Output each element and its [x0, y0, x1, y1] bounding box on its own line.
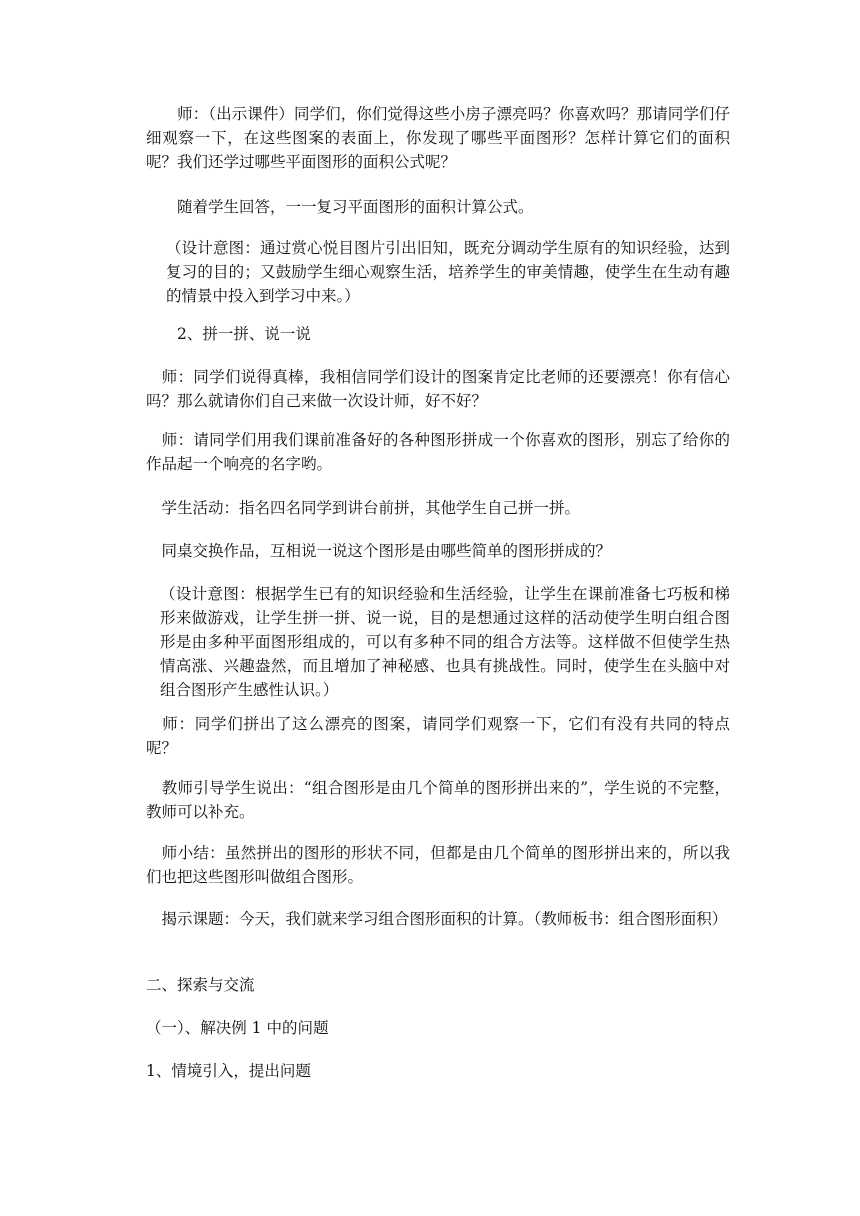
paragraph-teacher-observe: 师：同学们拼出了这么漂亮的图案，请同学们观察一下，它们有没有共同的特点呢？ — [146, 715, 730, 757]
section-heading-explore: 二、探索与交流 — [146, 976, 255, 994]
paragraph-exchange-works: 同桌交换作品，互相说一说这个图形是由哪些简单的图形拼成的？ — [146, 542, 612, 560]
paragraph-section-2-heading: 2、拼一拼、说一说 — [146, 325, 311, 343]
paragraph-teacher-instruction: 师：请同学们用我们课前准备好的各种图形拼成一个你喜欢的图形，别忘了给你的作品起一个响亮的名字哟。 — [146, 431, 730, 473]
paragraph-design-intent-1: （设计意图：通过赏心悦目图片引出旧知，既充分调动学生原有的知识经验，达到复习的目的；又鼓励学生细心观察生活，培养学生的审美情趣，使学生在生动有趣的情景中投入到学习中来。） — [166, 239, 730, 305]
paragraph-guide-students: 教师引导学生说出：“组合图形是由几个简单的图形拼出来的”，学生说的不完整，教师可以补充。 — [146, 779, 730, 821]
paragraph-teacher-summary: 师小结：虽然拼出的图形的形状不同，但都是由几个简单的图形拼出来的，所以我们也把这些图形叫做组合图形。 — [146, 844, 730, 886]
paragraph-design-intent-2: （设计意图：根据学生已有的知识经验和生活经验，让学生在课前准备七巧板和梯形来做游戏，让学生拼一拼、说一说，目的是想通过这样的活动使学生明白组合图形是由多种平面图形组成的，可以有多种不同的组合方法等。这样做不但使学生热情高涨、兴趣盎然，而且增加了神秘感、也具有挑战性。同时，使学生在头脑中对组合图形产生感性认识。） — [160, 585, 730, 699]
paragraph-reveal-topic: 揭示课题：今天，我们就来学习组合图形面积的计算。（教师板书：组合图形面积） — [146, 910, 728, 928]
paragraph-review-formulas: 随着学生回答，一一复习平面图形的面积计算公式。 — [146, 198, 534, 216]
subsection-heading-example-1: （一）、解决例 1 中的问题 — [146, 1019, 329, 1037]
paragraph-teacher-intro: 师：（出示课件）同学们，你们觉得这些小房子漂亮吗？你喜欢吗？那请同学们仔细观察一下，在这些图案的表面上，你发现了哪些平面图形？怎样计算它们的面积呢？我们还学过哪些平面图形的面积公式呢？ — [146, 105, 730, 171]
subsection-heading-scenario: 1、情境引入，提出问题 — [146, 1062, 311, 1080]
paragraph-teacher-praise: 师：同学们说得真棒，我相信同学们设计的图案肯定比老师的还要漂亮！你有信心吗？那么就请你们自己来做一次设计师，好不好？ — [146, 368, 730, 410]
paragraph-student-activity: 学生活动：指名四名同学到讲台前拼，其他学生自己拼一拼。 — [146, 499, 581, 517]
